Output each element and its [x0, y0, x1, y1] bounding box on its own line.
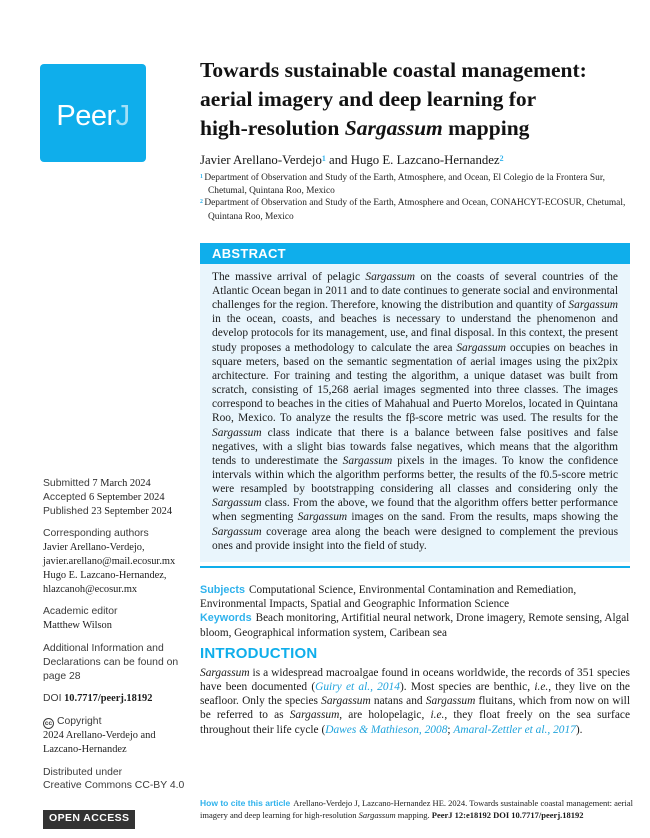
text-segment: images on the sand. From the results, maps showing the	[347, 511, 618, 524]
text-segment: 1	[200, 173, 205, 180]
subjects-label: Subjects	[200, 583, 246, 596]
text-segment: Towards sustainable coastal management:	[200, 58, 587, 82]
authors-line	[200, 153, 630, 168]
copyright-holders: 2024 Arellano-Verdejo and Lazcano-Hernandez	[43, 729, 156, 755]
email-link[interactable]: hlazcanoh@ecosur.mx	[43, 583, 138, 595]
corresponding-authors-label: Corresponding authors	[43, 528, 149, 540]
text-segment: Sargassum	[365, 270, 415, 283]
text-segment: Sargassum	[568, 299, 618, 312]
text-segment: mapping.	[395, 809, 432, 820]
text-segment: Sargassum	[456, 341, 506, 354]
peerj-logo[interactable]	[40, 64, 146, 162]
text-segment: Sargassum	[425, 695, 476, 708]
main-column	[200, 56, 630, 737]
text-segment: ;	[447, 723, 454, 736]
text-segment: Javier Arellano-Verdejo	[200, 153, 322, 167]
doi-link[interactable]: 10.7717/peerj.18192	[64, 693, 153, 705]
article-title	[200, 56, 630, 143]
citation-link[interactable]: Dawes & Mathieson, 2008	[325, 723, 448, 736]
copyright-label: Copyright	[57, 716, 102, 728]
subjects-line	[200, 583, 630, 611]
doi-label: DOI	[43, 693, 62, 705]
academic-editor-name: Matthew Wilson	[43, 620, 112, 632]
affiliation-1	[200, 172, 630, 197]
text-segment: coverage area along the beach were designed to complement the previous ones and provide insight into the field of study.	[212, 525, 618, 552]
text-segment: Sargassum	[212, 497, 262, 510]
submitted-label: Submitted	[43, 478, 90, 489]
text-segment: Sargassum	[344, 116, 443, 140]
keywords-value: Beach monitoring, Artifitial neural network, Drone imagery, Remote sensing, Algal bloom, Geographical information system, Caribean sea	[200, 612, 630, 639]
text-segment: fluitans, which from now on will be referred to as	[200, 695, 631, 722]
text-segment: i.e.	[430, 709, 445, 722]
abstract-text	[200, 264, 630, 562]
text-segment: Department of Observation and Study of the Earth, Atmosphere and Ocean, CONAHCYT-ECOSUR, Chetumal, Quintana Roo, Mexico	[204, 198, 626, 222]
article-info-sidebar	[43, 477, 195, 829]
title-line	[200, 85, 630, 114]
published-label: Published	[43, 505, 89, 517]
keywords-label: Keywords	[200, 612, 252, 625]
distributed-under-label: Distributed under	[43, 766, 123, 778]
academic-editor-group	[43, 605, 195, 633]
peerj-logo-j: J	[115, 99, 130, 132]
affiliation-2	[200, 197, 630, 222]
text-segment: class indicate that there is a balance between false positives and false negatives, with a slight bias towards false negatives, which means that the algorithm tends to underestimate the	[212, 426, 618, 467]
how-to-cite-label: How to cite this article	[200, 798, 291, 808]
cc-icon: cc	[44, 720, 53, 728]
submitted-line	[43, 477, 195, 491]
accepted-line	[43, 491, 195, 505]
text-segment: Sargassum	[342, 454, 393, 467]
dates-group	[43, 477, 195, 518]
text-segment: aerial imagery and deep learning for	[200, 87, 537, 111]
text-segment: occupies on beaches in square meters, based on the semantic segmentation of aerial images using the pix2pix architecture. For training and testing the algorithm, a unique dataset was built from scratch, consisting of 15,268 aerial images segmented into three classes. The images correspond to beaches in the cities of Mahahual and Puerto Morelos, located in Quintana Roo, Mexico. To analyze the results the fβ-score metric was used. The results for the	[212, 341, 618, 425]
peerj-logo-peer: Peer	[56, 99, 116, 132]
peerj-logo-text	[56, 94, 129, 133]
citation-link[interactable]: Amaral-Zettler et al., 2017	[453, 723, 576, 736]
published-line	[43, 505, 195, 519]
text-segment: i.e.	[534, 680, 549, 693]
text-segment: high-resolution	[200, 116, 345, 140]
text-segment: PeerJ 12:e18192 DOI 10.7717/peerj.18192	[431, 809, 584, 820]
text-segment: Sargassum	[297, 511, 348, 524]
doi-group	[43, 692, 195, 706]
citation-link[interactable]: Guiry et al., 2014	[315, 680, 400, 693]
additional-info-group	[43, 642, 195, 683]
text-segment: Department of Observation and Study of the Earth, Atmosphere, and Ocean, El Colegio de la Frontera Sur, Chetumal, Quintana Roo, Mexico	[204, 173, 605, 197]
text-segment: The massive arrival of pelagic	[212, 270, 366, 283]
introduction-text	[200, 666, 630, 737]
email-link[interactable]: javier.arellano@mail.ecosur.mx	[43, 555, 176, 567]
text-segment: ).	[575, 723, 583, 736]
abstract-heading: ABSTRACT	[200, 243, 630, 264]
text-segment: pixels in the images. To know the confidence intervals within which the algorithm performs better, the results of the f0.5-score metric were resampled by bootstrapping considering all classes and considering only the	[212, 454, 618, 496]
text-segment: , are holopelagic,	[339, 709, 431, 722]
citation-footer	[200, 798, 633, 821]
text-segment: Sargassum	[212, 525, 262, 538]
text-segment: 2	[200, 199, 205, 206]
text-segment: 2	[499, 153, 504, 163]
text-segment: class. From the above, we found that the algorithm offers better performance when segmenting	[212, 497, 618, 524]
title-line	[200, 56, 630, 85]
academic-editor-label: Academic editor	[43, 606, 118, 618]
license-group	[43, 766, 195, 794]
affiliations	[200, 172, 630, 223]
text-segment: natans and	[370, 695, 426, 708]
accepted-date: 6 September 2024	[88, 491, 165, 503]
submitted-date: 7 March 2024	[92, 478, 151, 489]
text-segment: is a widespread macroalgae found in oceans worldwide, the records of 351 species have been documented (	[200, 666, 630, 693]
corresponding-author-name: Hugo E. Lazcano-Hernandez,	[43, 569, 167, 581]
text-segment: Arellano-Verdejo J, Lazcano-Hernandez HE. 2024. Towards sustainable coastal management: aerial imagery and deep learning for high-resolution	[200, 798, 633, 820]
section-divider	[200, 566, 630, 568]
text-segment: , they float freely on the sea surface throughout their life cycle (	[200, 709, 631, 736]
corresponding-authors-group	[43, 527, 195, 596]
accepted-label: Accepted	[43, 491, 87, 503]
additional-info-text: Additional Information and Declarations can be found on page 28	[43, 642, 179, 682]
corresponding-author-name: Javier Arellano-Verdejo,	[43, 542, 145, 554]
text-segment: and Hugo E. Lazcano-Hernandez	[325, 153, 500, 167]
text-segment: in the ocean, coasts, and beaches is necessary to understand the phenomenon and develop protocols for its management, use, and final disposal. In this context, the present study proposes a methodology to calculate the area	[212, 313, 618, 354]
published-date: 23 September 2024	[91, 505, 173, 517]
title-line	[200, 114, 630, 143]
text-segment: Sargassum	[289, 709, 340, 722]
text-segment: Sargassum	[358, 809, 396, 820]
open-access-badge[interactable]: OPEN ACCESS	[43, 810, 135, 829]
subjects-value: Computational Science, Environmental Contamination and Remediation, Environmental Impacts, Spatial and Geographic Information Science	[200, 583, 577, 611]
introduction-heading: INTRODUCTION	[200, 644, 318, 662]
text-segment: ). Most species are benthic,	[399, 680, 535, 693]
text-segment: Sargassum	[200, 666, 250, 679]
text-segment: on the coasts of several countries of the Atlantic Ocean began in 2011 and to date continues to generate social and environmental challenges for the region. Therefore, knowing the distribution and quantity of	[212, 270, 618, 312]
copyright-line	[43, 715, 195, 729]
text-segment: mapping	[442, 116, 530, 140]
text-segment: 1	[321, 153, 326, 163]
text-segment: Sargassum	[321, 695, 371, 708]
text-segment: Sargassum	[212, 426, 262, 439]
abstract-section	[200, 243, 630, 562]
text-segment: , they live on the seafloor. Only the species	[200, 680, 630, 708]
keywords-line	[200, 611, 630, 639]
copyright-group	[43, 715, 195, 756]
license-link[interactable]: Creative Commons CC-BY 4.0	[43, 780, 185, 792]
